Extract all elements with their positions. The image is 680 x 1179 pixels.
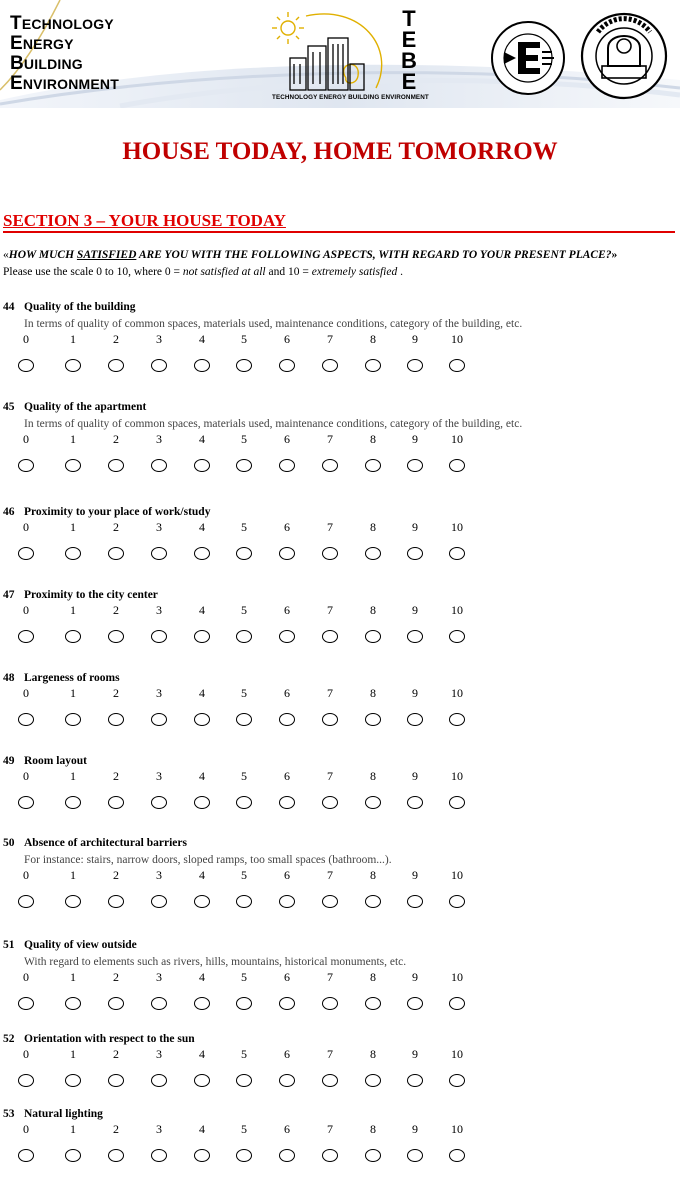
rating-radio-1[interactable]: [65, 1149, 81, 1162]
question-title: [3, 672, 120, 684]
rating-radio-0[interactable]: [18, 459, 34, 472]
question-title: [3, 1033, 195, 1045]
scale-label: 10: [451, 603, 463, 617]
rating-radio-2[interactable]: [108, 895, 124, 908]
scale-label: 3: [156, 1122, 162, 1136]
dipartimento-energetica-seal-icon: [490, 18, 568, 98]
rating-radio-1[interactable]: [65, 359, 81, 372]
scale-label: 7: [327, 769, 333, 783]
rating-radio-9[interactable]: [407, 547, 423, 560]
rating-radio-10[interactable]: [449, 547, 465, 560]
question-title: [3, 837, 187, 849]
rating-radio-2[interactable]: [108, 1149, 124, 1162]
scale-label: 6: [284, 1047, 290, 1061]
scale-label: 7: [327, 970, 333, 984]
scale-label: 9: [412, 520, 418, 534]
rating-radio-6[interactable]: [279, 630, 295, 643]
rating-radio-2[interactable]: [108, 1074, 124, 1087]
scale-label: 2: [113, 332, 119, 346]
question-title: [3, 939, 137, 951]
scale-label: 1: [70, 603, 76, 617]
rating-radio-3[interactable]: [151, 997, 167, 1010]
scale-label: 6: [284, 332, 290, 346]
scale-label: 4: [199, 970, 205, 984]
question-number: 46: [3, 506, 15, 518]
scale-label: 8: [370, 1122, 376, 1136]
question-description: For instance: stairs, narrow doors, sloped ramps, too small spaces (bathroom...).: [24, 854, 392, 866]
rating-radio-6[interactable]: [279, 713, 295, 726]
rating-radio-8[interactable]: [365, 1149, 381, 1162]
scale-label: 7: [327, 868, 333, 882]
rating-radio-3[interactable]: [151, 359, 167, 372]
rating-radio-3[interactable]: [151, 895, 167, 908]
rating-radio-4[interactable]: [194, 359, 210, 372]
rating-radio-5[interactable]: [236, 796, 252, 809]
question-number: 44: [3, 301, 15, 313]
scale-label: 8: [370, 520, 376, 534]
instruction-max-label: extremely satisfied: [311, 266, 398, 278]
tebe-letter: T: [402, 6, 416, 31]
question-intro-part1: HOW MUCH: [8, 249, 77, 261]
rating-radio-10[interactable]: [449, 713, 465, 726]
scale-label: 7: [327, 1122, 333, 1136]
scale-label: 8: [370, 603, 376, 617]
rating-radio-9[interactable]: [407, 359, 423, 372]
quote-open: «: [3, 249, 9, 261]
rating-radio-7[interactable]: [322, 713, 338, 726]
scale-label: 6: [284, 520, 290, 534]
scale-label: 9: [412, 603, 418, 617]
scale-label: 9: [412, 432, 418, 446]
scale-label: 0: [23, 520, 29, 534]
rating-radio-9[interactable]: [407, 713, 423, 726]
scale-label: 7: [327, 686, 333, 700]
rating-radio-1[interactable]: [65, 895, 81, 908]
rating-radio-4[interactable]: [194, 895, 210, 908]
brand-line-2: ENERGY: [10, 33, 74, 54]
rating-radio-4[interactable]: [194, 1149, 210, 1162]
scale-label: 3: [156, 432, 162, 446]
rating-radio-5[interactable]: [236, 547, 252, 560]
rating-radio-9[interactable]: [407, 796, 423, 809]
rating-radio-8[interactable]: [365, 547, 381, 560]
scale-label: 10: [451, 686, 463, 700]
scale-label: 6: [284, 970, 290, 984]
tebe-letter: B: [401, 48, 417, 73]
scale-label: 5: [241, 970, 247, 984]
rating-radio-1[interactable]: [65, 796, 81, 809]
rating-radio-5[interactable]: [236, 1149, 252, 1162]
scale-label: 10: [451, 432, 463, 446]
rating-radio-4[interactable]: [194, 630, 210, 643]
scale-label: 2: [113, 970, 119, 984]
rating-radio-0[interactable]: [18, 359, 34, 372]
scale-label: 6: [284, 1122, 290, 1136]
scale-label: 6: [284, 868, 290, 882]
rating-radio-7[interactable]: [322, 1149, 338, 1162]
question-number: 53: [3, 1108, 15, 1120]
scale-label: 10: [451, 520, 463, 534]
rating-radio-3[interactable]: [151, 1149, 167, 1162]
scale-label: 2: [113, 686, 119, 700]
scale-label: 7: [327, 1047, 333, 1061]
scale-label: 4: [199, 1122, 205, 1136]
scale-label: 4: [199, 1047, 205, 1061]
brand-line-3: BUILDING: [10, 53, 83, 74]
scale-label: 5: [241, 520, 247, 534]
rating-radio-9[interactable]: [407, 997, 423, 1010]
scale-label: 9: [412, 970, 418, 984]
rating-radio-7[interactable]: [322, 1074, 338, 1087]
rating-radio-3[interactable]: [151, 630, 167, 643]
scale-label: 4: [199, 520, 205, 534]
rating-radio-8[interactable]: [365, 713, 381, 726]
rating-radio-0[interactable]: [18, 895, 34, 908]
scale-label: 1: [70, 868, 76, 882]
rating-radio-7[interactable]: [322, 630, 338, 643]
question-number: 45: [3, 401, 15, 413]
scale-label: 7: [327, 432, 333, 446]
scale-label: 5: [241, 603, 247, 617]
scale-label: 3: [156, 1047, 162, 1061]
rating-radio-5[interactable]: [236, 895, 252, 908]
scale-label: 6: [284, 603, 290, 617]
rating-radio-2[interactable]: [108, 459, 124, 472]
scale-label: 5: [241, 1047, 247, 1061]
scale-label: 2: [113, 1122, 119, 1136]
rating-radio-3[interactable]: [151, 459, 167, 472]
scale-label: 8: [370, 868, 376, 882]
scale-label: 10: [451, 332, 463, 346]
scale-label: 8: [370, 769, 376, 783]
scale-label: 3: [156, 520, 162, 534]
rating-radio-10[interactable]: [449, 997, 465, 1010]
scale-label: 0: [23, 603, 29, 617]
rating-radio-1[interactable]: [65, 997, 81, 1010]
scale-label: 2: [113, 432, 119, 446]
rating-radio-6[interactable]: [279, 895, 295, 908]
scale-label: 0: [23, 769, 29, 783]
rating-radio-7[interactable]: [322, 359, 338, 372]
rating-radio-1[interactable]: [65, 713, 81, 726]
question-number: 52: [3, 1033, 15, 1045]
page-title: HOUSE TODAY, HOME TOMORROW: [122, 138, 558, 165]
question-number: 49: [3, 755, 15, 767]
scale-label: 5: [241, 769, 247, 783]
question-intro-part2: ARE YOU WITH THE FOLLOWING ASPECTS, WITH REGARD TO YOUR PRESENT PLACE?: [136, 249, 612, 261]
scale-label: 6: [284, 769, 290, 783]
rating-radio-9[interactable]: [407, 895, 423, 908]
rating-radio-6[interactable]: [279, 1149, 295, 1162]
scale-label: 10: [451, 868, 463, 882]
question-label: Proximity to the city center: [24, 589, 158, 601]
question-label: Room layout: [24, 755, 87, 767]
rating-radio-3[interactable]: [151, 547, 167, 560]
question-label: Largeness of rooms: [24, 672, 120, 684]
rating-radio-10[interactable]: [449, 459, 465, 472]
scale-label: 5: [241, 1122, 247, 1136]
instruction-part: and 10 =: [265, 266, 312, 278]
rating-radio-5[interactable]: [236, 1074, 252, 1087]
question-label: Quality of the building: [24, 301, 136, 313]
question-title: [3, 589, 158, 601]
question-number: 47: [3, 589, 15, 601]
building-sun-logo-icon: [266, 8, 394, 96]
rating-radio-3[interactable]: [151, 796, 167, 809]
scale-label: 10: [451, 1122, 463, 1136]
scale-label: 3: [156, 868, 162, 882]
rating-radio-4[interactable]: [194, 459, 210, 472]
rating-radio-1[interactable]: [65, 1074, 81, 1087]
question-title: [3, 755, 87, 767]
rating-radio-10[interactable]: [449, 1149, 465, 1162]
rating-radio-10[interactable]: [449, 630, 465, 643]
scale-label: 4: [199, 868, 205, 882]
scale-label: 5: [241, 332, 247, 346]
question-label: Absence of architectural barriers: [24, 837, 187, 849]
scale-label: 8: [370, 1047, 376, 1061]
question-intro-emphasis: SATISFIED: [76, 249, 137, 261]
scale-label: 2: [113, 769, 119, 783]
rating-radio-3[interactable]: [151, 1074, 167, 1087]
rating-radio-8[interactable]: [365, 1074, 381, 1087]
scale-label: 4: [199, 686, 205, 700]
rating-radio-0[interactable]: [18, 1149, 34, 1162]
scale-label: 3: [156, 769, 162, 783]
quote-close: »: [611, 249, 618, 261]
rating-radio-5[interactable]: [236, 459, 252, 472]
rating-radio-4[interactable]: [194, 547, 210, 560]
scale-label: 5: [241, 686, 247, 700]
scale-label: 7: [327, 603, 333, 617]
rating-radio-3[interactable]: [151, 713, 167, 726]
question-description: In terms of quality of common spaces, materials used, maintenance conditions, category of the building, etc.: [24, 318, 523, 330]
scale-label: 8: [370, 686, 376, 700]
instruction-min-label: not satisfied at all: [182, 266, 266, 278]
instruction-text: [3, 266, 403, 278]
scale-label: 0: [23, 1122, 29, 1136]
rating-radio-7[interactable]: [322, 997, 338, 1010]
rating-radio-2[interactable]: [108, 547, 124, 560]
scale-label: 5: [241, 868, 247, 882]
tebe-caption: TECHNOLOGY ENERGY BUILDING ENVIRONMENT: [272, 94, 429, 101]
rating-radio-2[interactable]: [108, 359, 124, 372]
rating-radio-7[interactable]: [322, 895, 338, 908]
scale-label: 4: [199, 603, 205, 617]
rating-radio-9[interactable]: [407, 459, 423, 472]
scale-label: 8: [370, 432, 376, 446]
rating-radio-4[interactable]: [194, 796, 210, 809]
rating-radio-4[interactable]: [194, 1074, 210, 1087]
question-description: With regard to elements such as rivers, hills, mountains, historical monuments, etc.: [24, 956, 407, 968]
scale-label: 2: [113, 1047, 119, 1061]
scale-label: 9: [412, 332, 418, 346]
page-header: [0, 0, 680, 108]
rating-radio-9[interactable]: [407, 1074, 423, 1087]
scale-label: 1: [70, 1122, 76, 1136]
scale-label: 5: [241, 432, 247, 446]
rating-radio-1[interactable]: [65, 459, 81, 472]
scale-label: 1: [70, 432, 76, 446]
scale-label: 6: [284, 686, 290, 700]
rating-radio-5[interactable]: [236, 630, 252, 643]
rating-radio-9[interactable]: [407, 630, 423, 643]
scale-label: 1: [70, 686, 76, 700]
tebe-letter: E: [401, 69, 417, 94]
scale-label: 8: [370, 332, 376, 346]
scale-label: 9: [412, 868, 418, 882]
tebe-letter: E: [401, 27, 417, 52]
question-number: 48: [3, 672, 15, 684]
instruction-part: .: [397, 266, 403, 278]
section-heading: SECTION 3 – YOUR HOUSE TODAY: [3, 211, 675, 233]
rating-radio-0[interactable]: [18, 713, 34, 726]
scale-label: 3: [156, 686, 162, 700]
scale-label: 10: [451, 1047, 463, 1061]
scale-label: 7: [327, 332, 333, 346]
scale-label: 3: [156, 603, 162, 617]
rating-radio-0[interactable]: [18, 1074, 34, 1087]
scale-label: 2: [113, 868, 119, 882]
rating-radio-4[interactable]: [194, 713, 210, 726]
question-description: In terms of quality of common spaces, materials used, maintenance conditions, category of the building, etc.: [24, 418, 523, 430]
scale-label: 9: [412, 686, 418, 700]
scale-label: 6: [284, 432, 290, 446]
brand-line-1: TECHNOLOGY: [10, 13, 114, 34]
tebe-vertical-logo: [397, 8, 421, 92]
scale-label: 3: [156, 970, 162, 984]
scale-label: 9: [412, 1047, 418, 1061]
rating-radio-6[interactable]: [279, 997, 295, 1010]
scale-label: 0: [23, 868, 29, 882]
rating-radio-8[interactable]: [365, 796, 381, 809]
scale-label: 3: [156, 332, 162, 346]
rating-radio-7[interactable]: [322, 796, 338, 809]
question-label: Natural lighting: [24, 1108, 103, 1120]
question-intro: [3, 249, 617, 261]
scale-label: 4: [199, 769, 205, 783]
rating-radio-8[interactable]: [365, 459, 381, 472]
scale-label: 0: [23, 686, 29, 700]
scale-label: 1: [70, 332, 76, 346]
rating-radio-7[interactable]: [322, 459, 338, 472]
scale-label: 0: [23, 1047, 29, 1061]
rating-radio-9[interactable]: [407, 1149, 423, 1162]
question-label: Proximity to your place of work/study: [24, 506, 211, 518]
rating-radio-1[interactable]: [65, 630, 81, 643]
scale-label: 1: [70, 769, 76, 783]
scale-label: 1: [70, 520, 76, 534]
question-title: [3, 1108, 103, 1120]
rating-radio-6[interactable]: [279, 796, 295, 809]
scale-label: 4: [199, 432, 205, 446]
rating-radio-10[interactable]: [449, 359, 465, 372]
rating-radio-10[interactable]: [449, 1074, 465, 1087]
rating-radio-8[interactable]: [365, 997, 381, 1010]
scale-label: 9: [412, 769, 418, 783]
scale-label: 7: [327, 520, 333, 534]
rating-radio-6[interactable]: [279, 547, 295, 560]
rating-radio-4[interactable]: [194, 997, 210, 1010]
scale-label: 1: [70, 1047, 76, 1061]
brand-line-4: ENVIRONMENT: [10, 73, 119, 94]
rating-radio-5[interactable]: [236, 997, 252, 1010]
scale-label: 0: [23, 970, 29, 984]
question-title: [3, 301, 136, 313]
question-number: 50: [3, 837, 15, 849]
rating-radio-6[interactable]: [279, 359, 295, 372]
rating-radio-2[interactable]: [108, 796, 124, 809]
rating-radio-0[interactable]: [18, 997, 34, 1010]
rating-radio-5[interactable]: [236, 713, 252, 726]
brand-wordmark: [10, 14, 119, 94]
rating-radio-2[interactable]: [108, 997, 124, 1010]
question-title: [3, 401, 146, 413]
rating-radio-5[interactable]: [236, 359, 252, 372]
scale-label: 1: [70, 970, 76, 984]
rating-radio-8[interactable]: [365, 895, 381, 908]
scale-label: 9: [412, 1122, 418, 1136]
politecnico-torino-seal-icon: [578, 8, 674, 104]
rating-radio-0[interactable]: [18, 796, 34, 809]
rating-radio-1[interactable]: [65, 547, 81, 560]
rating-radio-10[interactable]: [449, 796, 465, 809]
rating-radio-0[interactable]: [18, 547, 34, 560]
scale-label: 2: [113, 603, 119, 617]
scale-label: 2: [113, 520, 119, 534]
question-number: 51: [3, 939, 15, 951]
instruction-part: Please use the scale 0 to 10, where 0 =: [3, 266, 183, 278]
rating-radio-7[interactable]: [322, 547, 338, 560]
rating-radio-8[interactable]: [365, 359, 381, 372]
scale-label: 10: [451, 970, 463, 984]
rating-radio-0[interactable]: [18, 630, 34, 643]
scale-label: 0: [23, 432, 29, 446]
question-label: Orientation with respect to the sun: [24, 1033, 195, 1045]
scale-label: 8: [370, 970, 376, 984]
rating-radio-6[interactable]: [279, 459, 295, 472]
scale-label: 0: [23, 332, 29, 346]
rating-radio-2[interactable]: [108, 713, 124, 726]
question-label: Quality of the apartment: [24, 401, 147, 413]
rating-radio-2[interactable]: [108, 630, 124, 643]
question-label: Quality of view outside: [24, 939, 137, 951]
question-title: [3, 506, 210, 518]
rating-radio-6[interactable]: [279, 1074, 295, 1087]
scale-label: 10: [451, 769, 463, 783]
rating-radio-10[interactable]: [449, 895, 465, 908]
rating-radio-8[interactable]: [365, 630, 381, 643]
scale-label: 4: [199, 332, 205, 346]
